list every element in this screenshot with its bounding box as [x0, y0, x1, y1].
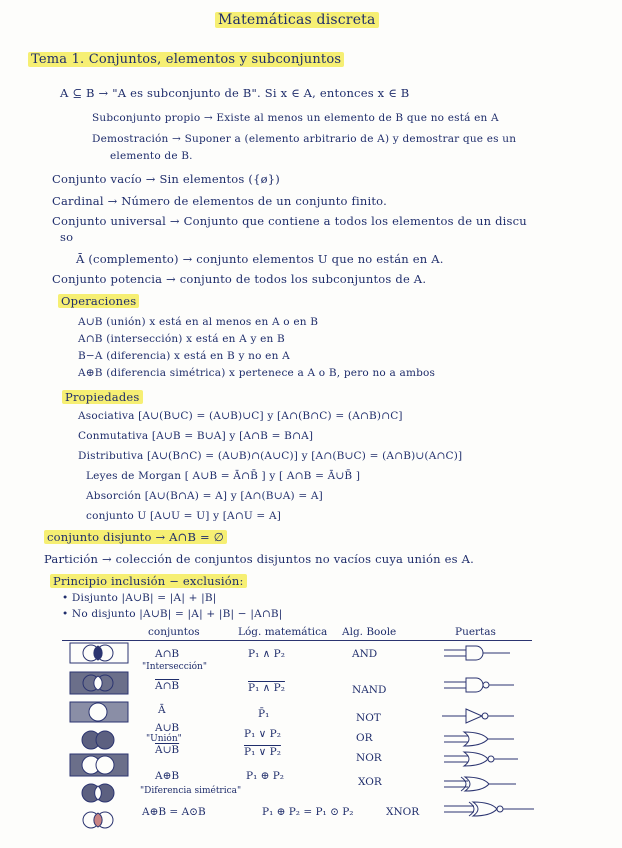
operation-intersection: A∩B (intersección) x está en A y en B: [78, 333, 285, 345]
logic-gates-column: [430, 640, 570, 830]
nand-gate-icon: [444, 678, 514, 692]
venn-xor-hole: [95, 786, 102, 800]
row-xor-logic: P₁ ⊕ P₂: [246, 770, 285, 782]
row-and-conj: A∩B: [155, 648, 180, 660]
proper-subset: Subconjunto propio → Existe al menos un elemento de B que no está en A: [92, 112, 499, 124]
property-associative: Asociativa [A∪(B∪C) = (A∪B)∪C] y [A∩(B∩C) = (A∩B)∩C]: [78, 410, 403, 422]
property-universal: conjunto U [A∪U = U] y [A∩U = A]: [86, 510, 282, 522]
row-or-boole: OR: [356, 732, 373, 744]
universal-set-line2: so: [60, 230, 74, 244]
row-xnor-boole: XNOR: [386, 806, 420, 818]
row-or-logic: P₁ ∨ P₂: [244, 728, 281, 740]
empty-set: Conjunto vacío → Sin elementos ({ø}): [52, 172, 280, 186]
cardinal: Cardinal → Número de elementos de un conjunto finito.: [52, 194, 387, 208]
row-or-note: "Unión": [146, 734, 182, 744]
disjoint-set: conjunto disjunto → A∩B = ∅: [44, 530, 227, 544]
complement: Ā (complemento) → conjunto elementos U que no están en A.: [76, 252, 444, 266]
demonstration-line1: Demostración → Suponer a (elemento arbitrario de A) y demostrar que es un: [92, 133, 517, 145]
property-commutative: Conmutativa [A∪B = B∪A] y [A∩B = B∩A]: [78, 430, 314, 442]
or-gate-icon: [444, 732, 514, 746]
table-header-puertas: Puertas: [455, 626, 496, 638]
row-xor-conj: A⊕B: [155, 770, 180, 782]
row-nor-logic: P₁ ∨ P₂: [244, 746, 281, 758]
row-not-logic: P̄₁: [258, 708, 270, 720]
venn-or-circle-b: [96, 731, 114, 749]
subset-definition: A ⊆ B → "A es subconjunto de B". Si x ∈ A, entonces x ∈ B: [60, 86, 410, 100]
venn-and-shade: [94, 646, 102, 660]
inclusion-exclusion-label: Principio inclusión − exclusión:: [50, 574, 247, 588]
operations-label: Operaciones: [58, 294, 139, 308]
operation-difference: B−A (diferencia) x está en B y no en A: [78, 350, 290, 362]
venn-xnor-shade: [94, 813, 102, 827]
demonstration-line2: elemento de B.: [110, 150, 193, 162]
property-distributive: Distributiva [A∪(B∩C) = (A∪B)∩(A∪C)] y [A∩(B∪C) = (A∩B)∪(A∩C)]: [78, 450, 463, 462]
row-xor-boole: XOR: [358, 776, 382, 788]
row-xnor-conj: A⊕B = A⊙B: [142, 806, 206, 818]
properties-label: Propiedades: [62, 390, 143, 404]
venn-not-circle: [89, 703, 107, 721]
venn-nand-hole: [94, 676, 102, 690]
universal-set-line1: Conjunto universal → Conjunto que contiene a todos los elementos de un discu: [52, 214, 527, 228]
operation-union: A∪B (unión) x está en al menos en A o en B: [78, 316, 319, 328]
row-not-boole: NOT: [356, 712, 381, 724]
operation-symmetric-difference: A⊕B (diferencia simétrica) x pertenece a A o B, pero no a ambos: [78, 367, 436, 379]
partition: Partición → colección de conjuntos disjuntos no vacíos cuya unión es A.: [44, 552, 474, 566]
inclusion-non-disjoint: • No disjunto |A∪B| = |A| + |B| − |A∩B|: [62, 608, 283, 620]
row-and-note: "Intersección": [142, 662, 207, 672]
nor-gate-icon: [444, 752, 518, 766]
power-set: Conjunto potencia → conjunto de todos los subconjuntos de A.: [52, 272, 427, 286]
not-gate-icon: [442, 709, 514, 723]
table-header-logica: Lóg. matemática: [238, 626, 328, 638]
row-and-logic: P₁ ∧ P₂: [248, 648, 285, 660]
row-xor-note: "Diferencia simétrica": [140, 786, 242, 796]
row-and-boole: AND: [352, 648, 378, 660]
inclusion-disjoint: • Disjunto |A∪B| = |A| + |B|: [62, 592, 217, 604]
xor-gate-icon: [444, 777, 516, 791]
venn-diagrams-column: [60, 640, 150, 830]
row-xnor-logic: P₁ ⊕ P₂ = P₁ ⊙ P₂: [262, 806, 354, 818]
table-header-conjuntos: conjuntos: [148, 626, 200, 638]
table-header-boole: Alg. Boole: [342, 626, 397, 638]
row-not-conj: Ā: [158, 704, 166, 716]
page-title: Matemáticas discreta: [215, 12, 379, 28]
property-absorption: Absorción [A∪(B∩A) = A] y [A∩(B∪A) = A]: [86, 490, 323, 502]
row-or-conj: A∪B: [155, 722, 180, 734]
xnor-gate-icon: [444, 802, 534, 816]
row-nand-conj: A∩B: [155, 680, 180, 692]
section-heading: Tema 1. Conjuntos, elementos y subconjuntos: [28, 52, 344, 67]
property-morgan: Leyes de Morgan [ A∪B = Ā∩B̄ ] y [ A∩B = Ā∪B̄ ]: [86, 470, 361, 482]
row-nor-boole: NOR: [356, 752, 382, 764]
row-nand-logic: P₁ ∧ P₂: [248, 682, 285, 694]
venn-nor-circle-b: [96, 756, 114, 774]
and-gate-icon: [444, 646, 510, 660]
row-nor-conj: A∪B: [155, 744, 180, 756]
row-nand-boole: NAND: [352, 684, 387, 696]
